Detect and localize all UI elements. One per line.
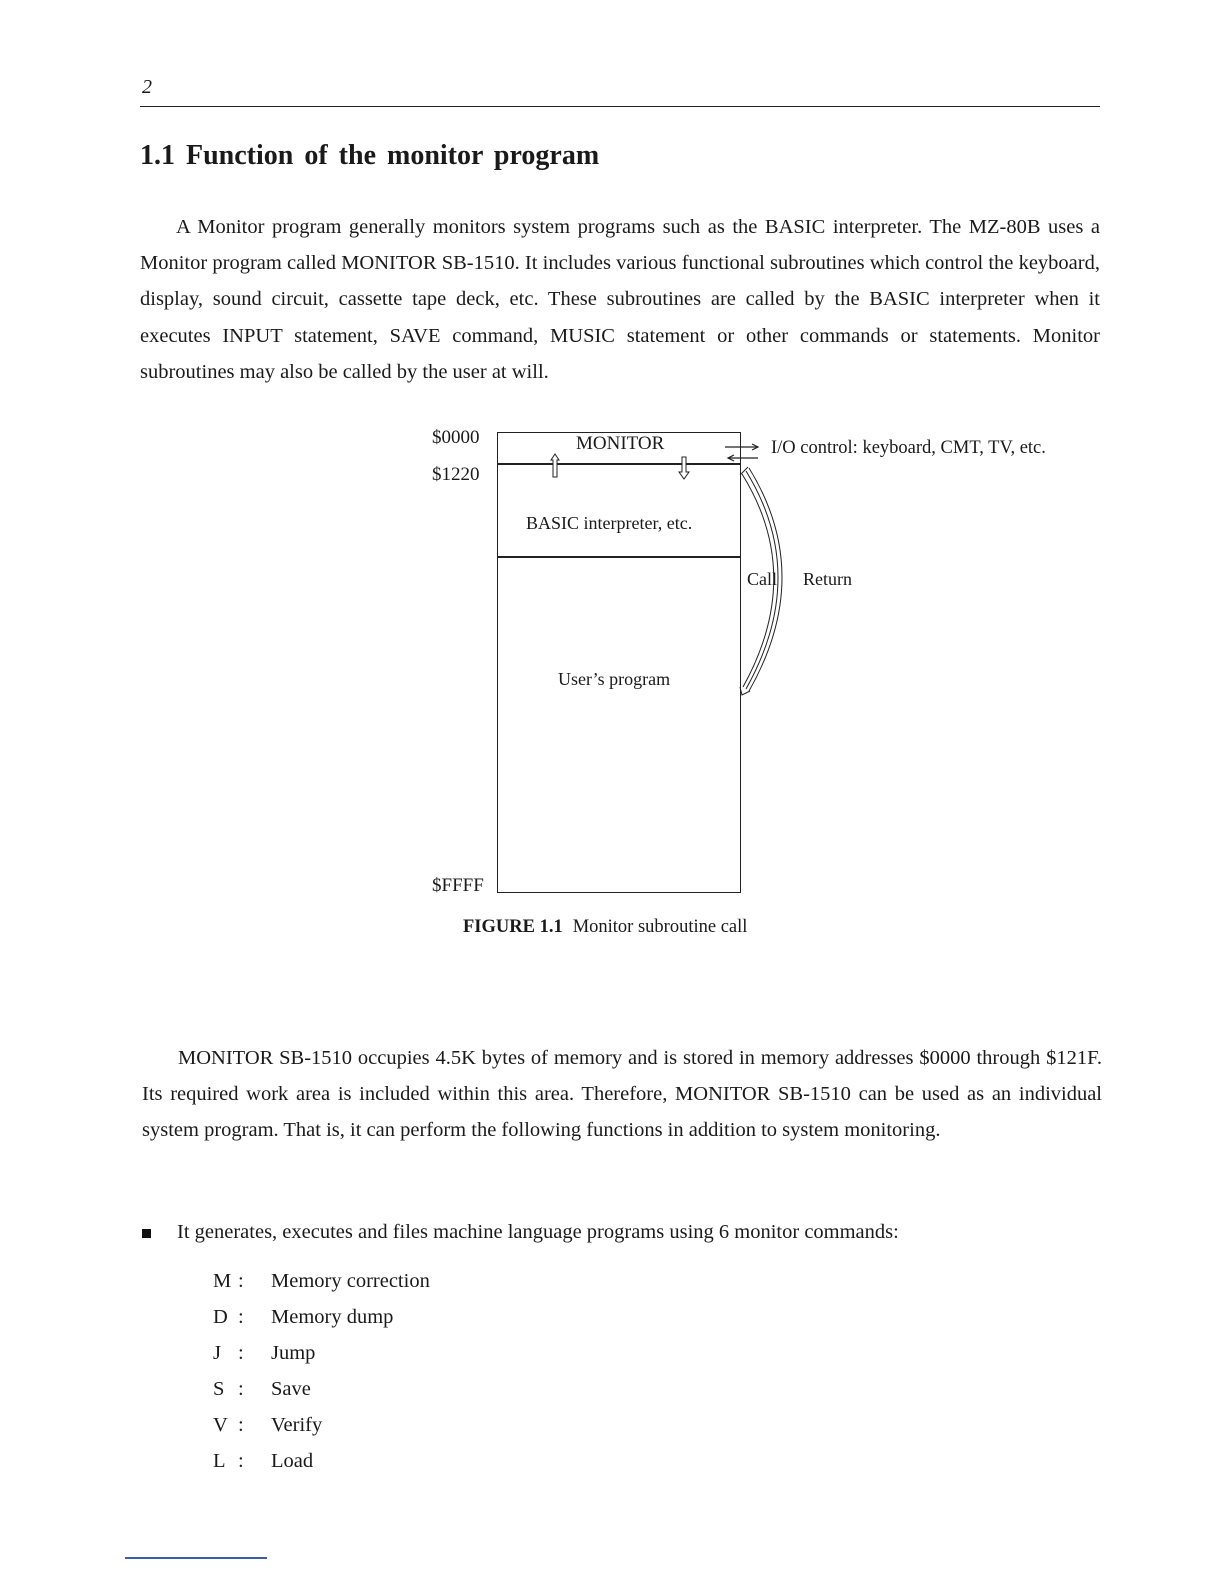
command-label: Load [271, 1450, 314, 1472]
command-label: Save [271, 1378, 311, 1400]
figure-caption [463, 917, 747, 938]
figure-arrows [490, 425, 790, 705]
io-control-label: I/O control: keyboard, CMT, TV, etc. [771, 438, 1046, 458]
address-1220: $1220 [432, 464, 480, 485]
command-label: Verify [271, 1414, 323, 1436]
header-rule [140, 106, 1100, 107]
command-key: S [213, 1378, 225, 1400]
down-arrow-icon [679, 457, 689, 479]
bullet-square-icon [142, 1229, 151, 1238]
user-program-label: User’s program [558, 669, 671, 689]
address-ffff: $FFFF [432, 875, 484, 896]
bullet-text: It generates, executes and files machine language programs using 6 monitor commands: [177, 1221, 899, 1243]
command-key: L [213, 1450, 226, 1472]
call-return-arrow-icon [740, 467, 782, 695]
command-item: L : Load [213, 1450, 314, 1472]
paragraph-intro: A Monitor program generally monitors system programs such as the BASIC interpreter. The MZ-80B uses a Monitor program called MONITOR SB-1510. It includes various functional subroutines which control the keyboard, display, sound circuit, cassette tape deck, etc. These subroutines are called by the BASIC interpreter when it executes INPUT statement, SAVE command, MUSIC statement or other commands or statements. Monitor subroutines may also be called by the user at will. [140, 216, 1100, 383]
paragraph-monitor-details: MONITOR SB-1510 occupies 4.5K bytes of memory and is stored in memory addresses $0000 through $121F. Its required work area is included within this area. Therefore, MONITOR SB-1510 can be used as an individual system program. That is, it can perform the following functions in addition to system monitoring. [142, 1047, 1102, 1142]
command-key: V [213, 1414, 228, 1436]
command-item: V : Verify [213, 1414, 323, 1436]
command-label: Memory correction [271, 1270, 430, 1292]
monitor-label: MONITOR [576, 433, 665, 454]
figure-caption-label: FIGURE 1.1 [463, 917, 563, 937]
command-item: J : Jump [213, 1342, 316, 1364]
return-label: Return [803, 569, 852, 589]
command-key: D [213, 1306, 228, 1328]
command-key: M [213, 1270, 232, 1292]
page-number: 2 [142, 76, 152, 98]
command-label: Jump [271, 1342, 316, 1364]
command-item: M : Memory correction [213, 1270, 430, 1292]
section-heading: 1.1 Function of the monitor program [140, 140, 600, 171]
command-item: S : Save [213, 1378, 311, 1400]
command-item: D : Memory dump [213, 1306, 394, 1328]
figure-caption-text: Monitor subroutine call [572, 917, 748, 937]
basic-label: BASIC interpreter, etc. [526, 513, 693, 533]
up-arrow-icon [551, 454, 559, 477]
footnote-rule [125, 1557, 267, 1559]
command-key: J [213, 1342, 221, 1364]
call-label: Call [747, 569, 777, 589]
address-0000: $0000 [432, 427, 480, 448]
command-label: Memory dump [271, 1306, 394, 1328]
io-arrows-icon [725, 444, 758, 461]
